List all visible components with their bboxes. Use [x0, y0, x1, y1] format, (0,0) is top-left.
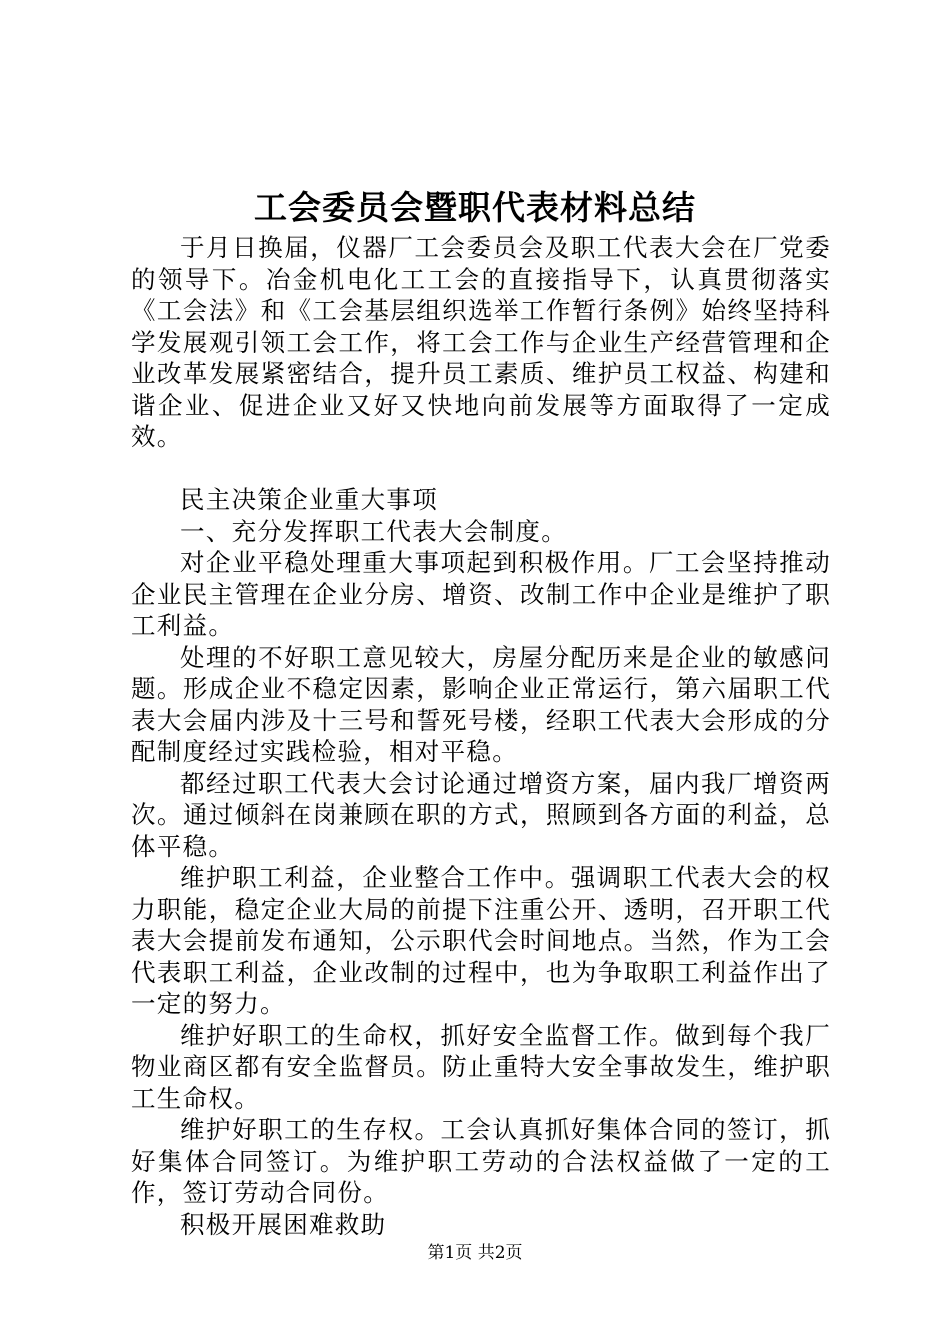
paragraph: 积极开展困难救助: [180, 1209, 387, 1239]
paragraph-intro: 于月日换届，仪器厂工会委员会及职工代表大会在厂党委的领导下。冶金机电化工工会的直接指导下，认真贯彻落实《工会法》和《工会基层组织选举工作暂行条例》始终坚持科学发展观引领工会工作，将工会工作与企业生产经营管理和企业改革发展紧密结合，提升员工素质、维护员工权益、构建和谐企业、促进企业又好又快地向前发展等方面取得了一定成效。: [131, 233, 831, 451]
page-footer: 第1页 共2页: [427, 1243, 523, 1263]
paragraph: 都经过职工代表大会讨论通过增资方案，届内我厂增资两次。通过倾斜在岗兼顾在职的方式，照顾到各方面的利益，总体平稳。: [131, 768, 831, 861]
paragraph: 处理的不好职工意见较大，房屋分配历来是企业的敏感问题。形成企业不稳定因素，影响企业正常运行，第六届职工代表大会届内涉及十三号和誓死号楼，经职工代表大会形成的分配制度经过实践检验，相对平稳。: [131, 642, 831, 766]
document-body: [131, 232, 831, 1240]
paragraph-subheading: 一、充分发挥职工代表大会制度。: [180, 516, 567, 546]
paragraph: 维护好职工的生存权。工会认真抓好集体合同的签订，抓好集体合同签订。为维护职工劳动的合法权益做了一定的工作，签订劳动合同份。: [131, 1115, 831, 1207]
paragraph: 对企业平稳处理重大事项起到积极作用。厂工会坚持推动企业民主管理在企业分房、增资、改制工作中企业是维护了职工利益。: [131, 548, 831, 640]
paragraph: 维护好职工的生命权，抓好安全监督工作。做到每个我厂物业商区都有安全监督员。防止重特大安全事故发生，维护职工生命权。: [131, 1020, 831, 1113]
document-title: 工会委员会暨职代表材料总结: [254, 188, 696, 227]
paragraph-section-heading: 民主决策企业重大事项: [180, 485, 438, 514]
paragraph: 维护职工利益，企业整合工作中。强调职工代表大会的权力职能，稳定企业大局的前提下注重公开、透明，召开职工代表大会提前发布通知，公示职代会时间地点。当然，作为工会代表职工利益，企业改制的过程中，也为争取职工利益作出了一定的努力。: [131, 863, 831, 1018]
